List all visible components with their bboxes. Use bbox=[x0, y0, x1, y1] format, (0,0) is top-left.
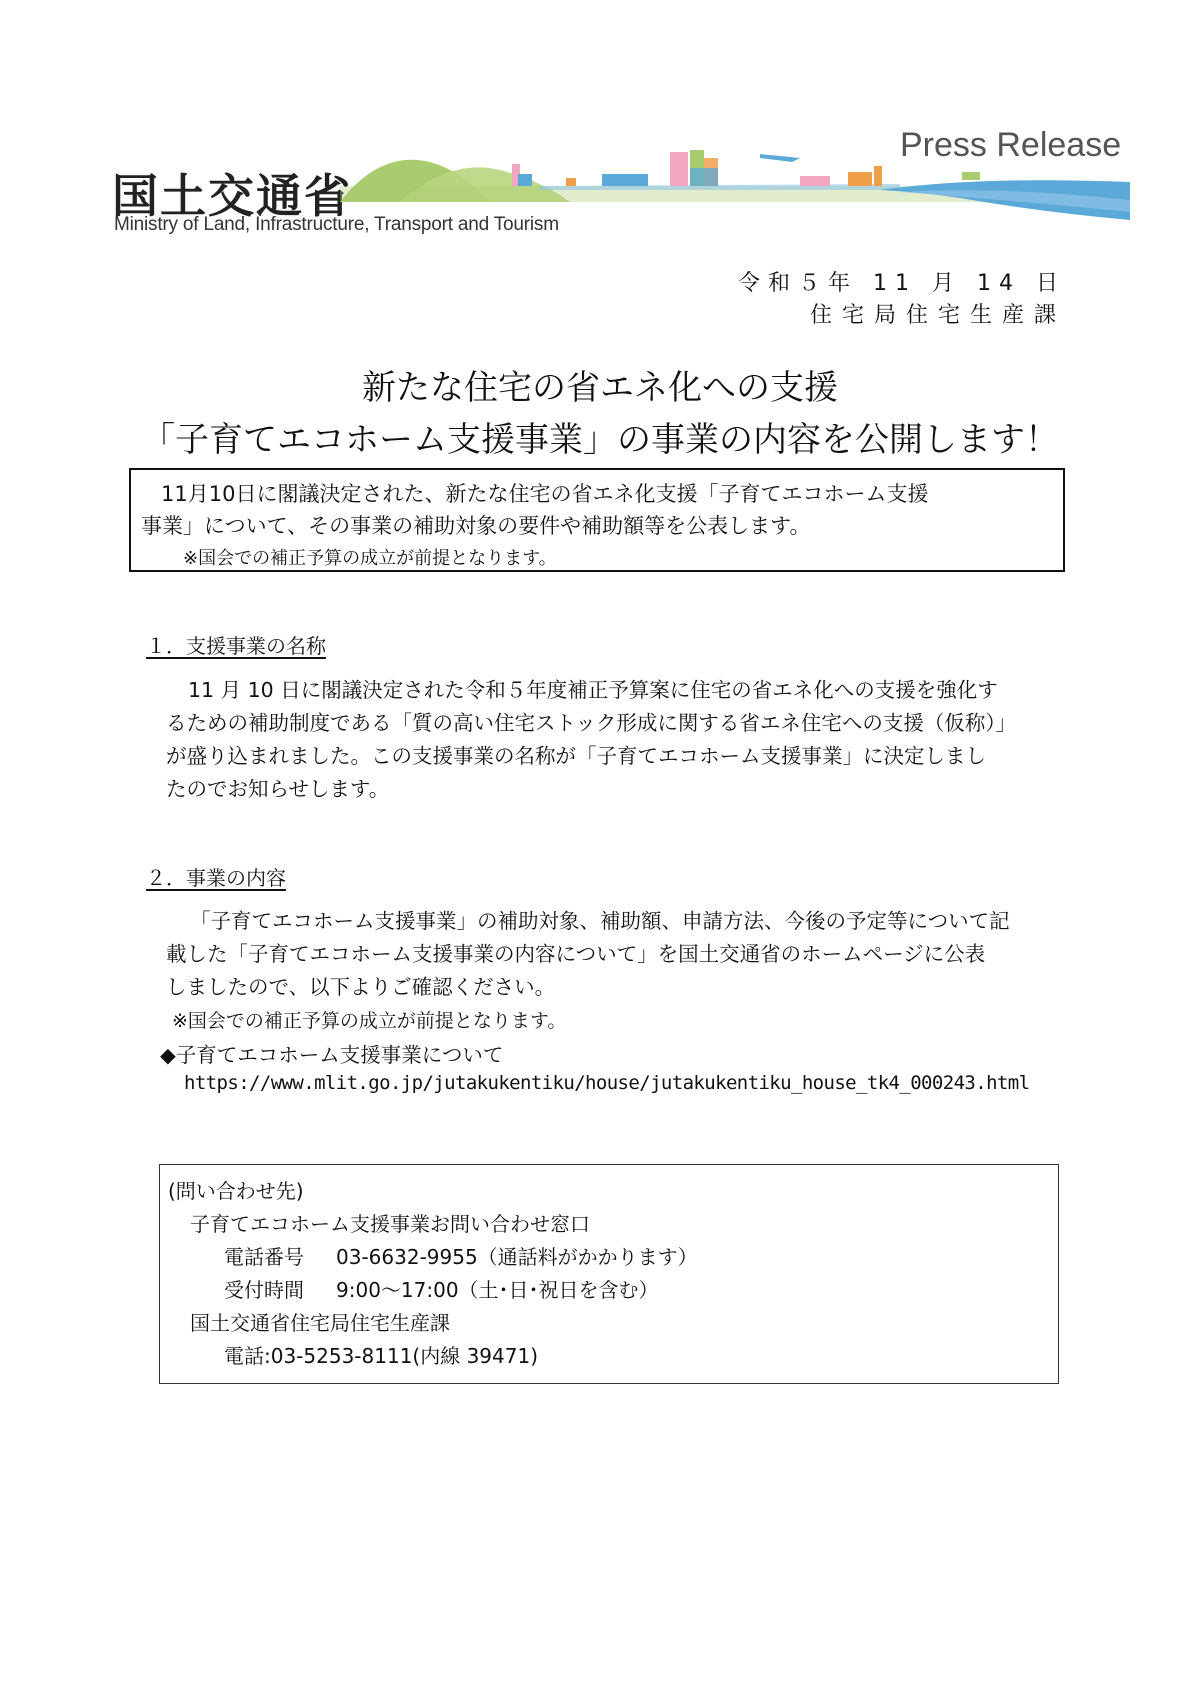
contact-org-helpdesk: 子育てエコホーム支援事業お問い合わせ窓口 bbox=[190, 1212, 590, 1236]
ministry-logo-text: 国土交通省 bbox=[112, 169, 352, 223]
summary-line: 11月10日に閣議決定された、新たな住宅の省エネ化支援「子育てエコホーム支援 bbox=[161, 482, 929, 506]
contact-ministry-phone: 電話:03-5253-8111(内線 39471) bbox=[224, 1344, 539, 1368]
section1-paragraph-line: 11 月 10 日に閣議決定された令和５年度補正予算案に住宅の省エネ化への支援を強化す bbox=[188, 678, 998, 702]
section1-paragraph-line: が盛り込まれました。この支援事業の名称が「子育てエコホーム支援事業」に決定しまし bbox=[166, 744, 986, 768]
summary-line: 事業」について、その事業の補助対象の要件や補助額等を公表します。 bbox=[141, 514, 811, 538]
section2-note: ※国会での補正予算の成立が前提となります。 bbox=[172, 1010, 567, 1032]
section1-paragraph-line: るための補助制度である「質の高い住宅ストック形成に関する省エネ住宅への支援（仮称）」 bbox=[166, 711, 1017, 735]
page-title-line2: 「子育てエコホーム支援事業」の事業の内容を公開します！ bbox=[141, 420, 1059, 460]
reference-url-link[interactable]: https://www.mlit.go.jp/jutakukentiku/house/jutakukentiku_house_tk4_000243.html bbox=[184, 1072, 1030, 1094]
section2-paragraph-line: 載した「子育てエコホーム支援事業の内容について」を国土交通省のホームページに公表 bbox=[166, 942, 986, 966]
contact-org-ministry: 国土交通省住宅局住宅生産課 bbox=[190, 1311, 450, 1335]
contact-box bbox=[159, 1164, 1059, 1384]
section2-paragraph-line: しましたので、以下よりご確認ください。 bbox=[166, 975, 556, 999]
phone-label: 電話番号 bbox=[224, 1245, 304, 1269]
release-date: 令和５年 11 月 14 日 bbox=[738, 271, 1066, 296]
summary-box bbox=[129, 468, 1065, 572]
section2-paragraph-line: 「子育てエコホーム支援事業」の補助対象、補助額、申請方法、今後の予定等について記 bbox=[190, 909, 1010, 933]
issuing-department: 住宅局住宅生産課 bbox=[809, 303, 1066, 328]
phone-value: 03-6632-9955（通話料がかかります） bbox=[336, 1245, 698, 1269]
press-release-label: Press Release bbox=[900, 126, 1122, 164]
link-title: ◆子育てエコホーム支援事業について bbox=[160, 1043, 504, 1067]
ministry-english-name: Ministry of Land, Infrastructure, Transport and Tourism bbox=[114, 214, 559, 235]
contact-heading: (問い合わせ先) bbox=[168, 1179, 304, 1203]
section1-paragraph-line: たのでお知らせします。 bbox=[166, 777, 390, 801]
section1-heading: １．支援事業の名称 bbox=[146, 634, 326, 658]
contact-hours-row bbox=[224, 1274, 659, 1303]
header-landscape-illustration bbox=[340, 150, 1130, 238]
summary-note: ※国会での補正予算の成立が前提となります。 bbox=[183, 548, 557, 569]
section2-heading: ２．事業の内容 bbox=[146, 866, 286, 890]
contact-phone-row bbox=[224, 1241, 698, 1270]
hours-label: 受付時間 bbox=[224, 1278, 304, 1302]
hours-value: 9:00～17:00（土･日･祝日を含む） bbox=[336, 1278, 659, 1302]
page-title-line1: 新たな住宅の省エネ化への支援 bbox=[362, 368, 838, 408]
